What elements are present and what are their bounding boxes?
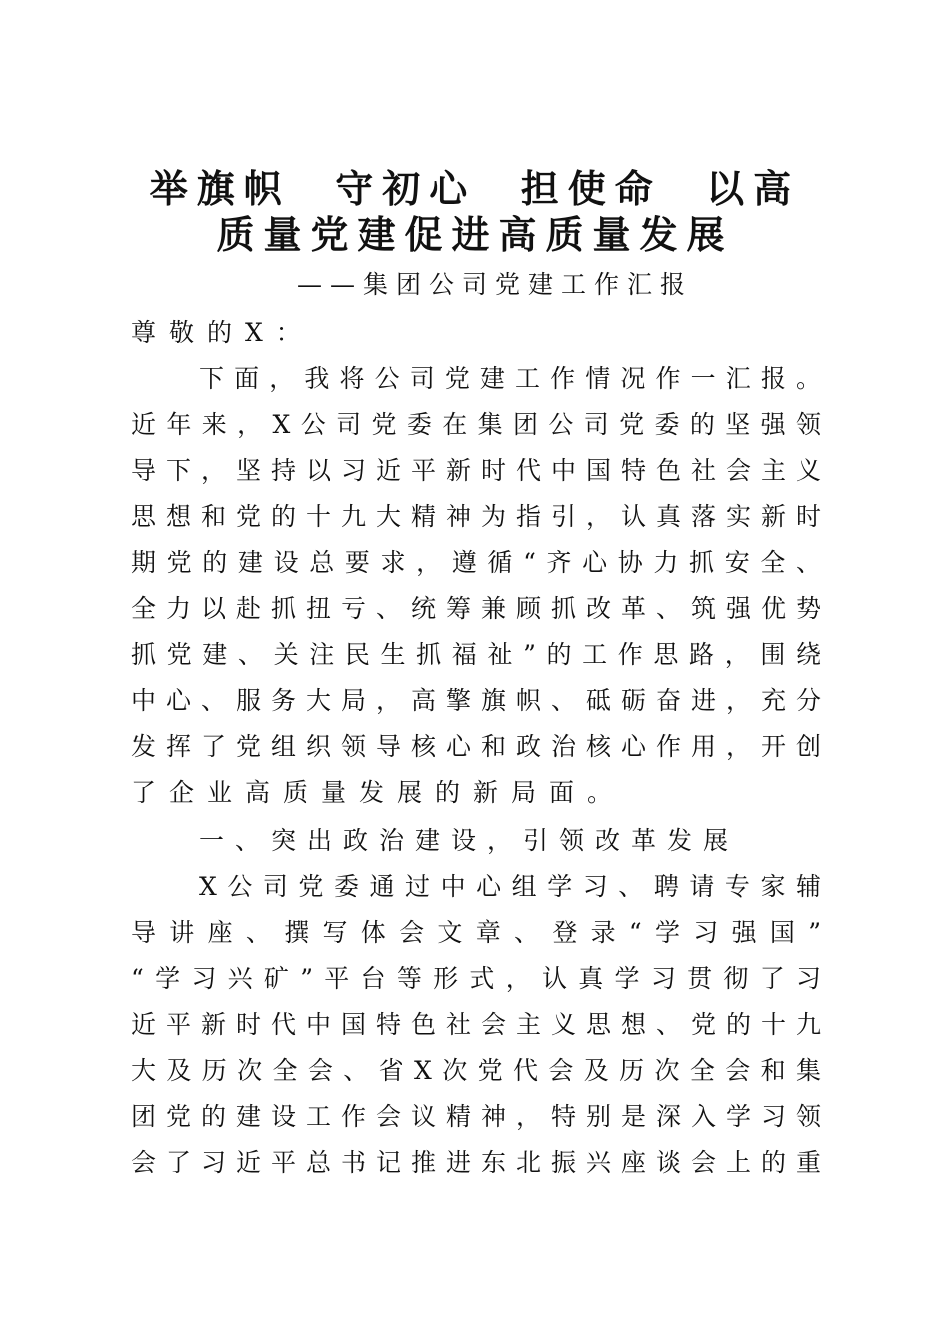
paragraph-2-line: 会​了​习​近​平​总​书​记​推​进​东​北​振​兴​座​谈​会​上​的​重 [131, 1148, 821, 1177]
paragraph-1-line: 中​心​、​服​务​大​局​，​高​擎​旗​帜​、​砥​砺​奋​进​，​充​分 [131, 686, 821, 715]
paragraph-1-line: 期​党​的​建​设​总​要​求​，​遵​循​“​齐​心​协​力​抓​安​全​、 [131, 548, 821, 577]
salutation: 尊敬的X： [131, 318, 314, 347]
paragraph-1-line: 抓​党​建​、​关​注​民​生​抓​福​祉​”​的​工​作​思​路​，​围​绕 [131, 640, 821, 669]
document-title-line-1: 举旗帜 守初心 担使命 以高 [149, 166, 801, 211]
paragraph-1-line: 发​挥​了​党​组​织​领​导​核​心​和​政​治​核​心​作​用​，​开​创 [131, 732, 821, 761]
paragraph-1-line: 导​下​，​坚​持​以​习​近​平​新​时​代​中​国​特​色​社​会​主​义 [131, 456, 821, 485]
paragraph-1-line: 了企业高质量发展的新局面。 [131, 778, 626, 807]
paragraph-2-line: X​公​司​党​委​通​过​中​心​组​学​习​、​聘​请​专​家​辅 [199, 872, 821, 901]
document-title-line-2: 质量党建促进高质量发展 [216, 212, 734, 257]
paragraph-2-line: 团​党​的​建​设​工​作​会​议​精​神​，​特​别​是​深​入​学​习​领 [131, 1102, 821, 1131]
paragraph-1-line: 思​想​和​党​的​十​九​大​精​神​为​指​引​，​认​真​落​实​新​时 [131, 502, 821, 531]
paragraph-1-line: 近​年​来​，​X​公​司​党​委​在​集​团​公​司​党​委​的​坚​强​领 [131, 410, 821, 439]
paragraph-1-line: 下​面​，​我​将​公​司​党​建​工​作​情​况​作​一​汇​报​。 [199, 364, 821, 393]
paragraph-2-line: 导​讲​座​、​撰​写​体​会​文​章​、​登​录​“​学​习​强​国​” [131, 918, 821, 947]
document-subtitle: ——集团公司党建工作汇报 [296, 270, 693, 299]
paragraph-2-line: 大​及​历​次​全​会​、​省​X​次​党​代​会​及​历​次​全​会​和​集 [131, 1056, 821, 1085]
paragraph-2-line: 近​平​新​时​代​中​国​特​色​社​会​主​义​思​想​、​党​的​十​九 [131, 1010, 821, 1039]
paragraph-1-line: 全​力​以​赴​抓​扭​亏​、​统​筹​兼​顾​抓​改​革​、​筑​强​优​势 [131, 594, 821, 623]
section-1-heading: 一、突出政治建设，引领改革发展 [199, 826, 740, 855]
paragraph-2-line: “​学​习​兴​矿​”​平​台​等​形​式​，​认​真​学​习​贯​彻​了​习 [131, 964, 821, 993]
